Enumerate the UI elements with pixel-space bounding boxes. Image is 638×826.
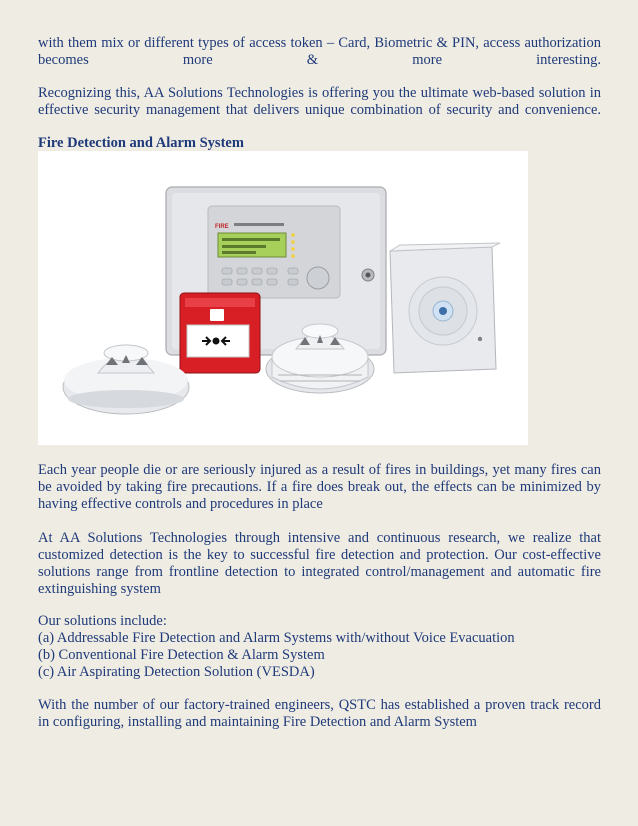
intro-paragraph [38, 35, 601, 69]
text-line: extinguishing system [38, 581, 161, 597]
text-line: with them mix or different types of access token – Card, Biometric & PIN, access authorization [38, 35, 601, 51]
list-item: (a) Addressable Fire Detection and Alarm Systems with/without Voice Evacuation [38, 630, 515, 646]
text-line: solutions range from frontline detection to integrated control/management and automatic fire [38, 564, 601, 580]
text-line: Recognizing this, AA Solutions Technologies is offering you the ultimate web-based solution in [38, 85, 601, 101]
list-item: (c) Air Aspirating Detection Solution (VESDA) [38, 664, 315, 680]
list-item: (b) Conventional Fire Detection & Alarm System [38, 647, 325, 663]
research-paragraph [38, 530, 601, 598]
text-line: becomes more & more interesting. [38, 52, 601, 68]
text-line: having effective controls and procedures in place [38, 496, 323, 512]
text-line: customized detection is the key to successful fire detection and protection. Our cost-effective [38, 547, 601, 563]
text-line: With the number of our factory-trained engineers, QSTC has established a proven track record [38, 697, 601, 713]
engineers-paragraph [38, 697, 601, 731]
wall-detector-unit [390, 243, 500, 373]
fire-alarm-equipment-image [38, 151, 528, 445]
solutions-list [38, 613, 601, 681]
panel-fire-label: FIRE [215, 224, 229, 230]
text-line: effective security management that delivers unique combination of security and convenience. [38, 102, 601, 118]
manual-call-point [180, 293, 260, 373]
offer-paragraph [38, 85, 601, 119]
section-heading: Fire Detection and Alarm System [38, 135, 244, 151]
smoke-detector-left [63, 345, 189, 414]
fire-risk-paragraph [38, 462, 601, 513]
text-line: in configuring, installing and maintaining Fire Detection and Alarm System [38, 714, 477, 730]
solutions-intro: Our solutions include: [38, 613, 167, 629]
text-line: Each year people die or are seriously injured as a result of fires in buildings, yet many fires can [38, 462, 601, 478]
text-line: be avoided by taking fire precautions. If a fire does break out, the effects can be minimized by [38, 479, 601, 495]
text-line: At AA Solutions Technologies through intensive and continuous research, we realize that [38, 530, 601, 546]
